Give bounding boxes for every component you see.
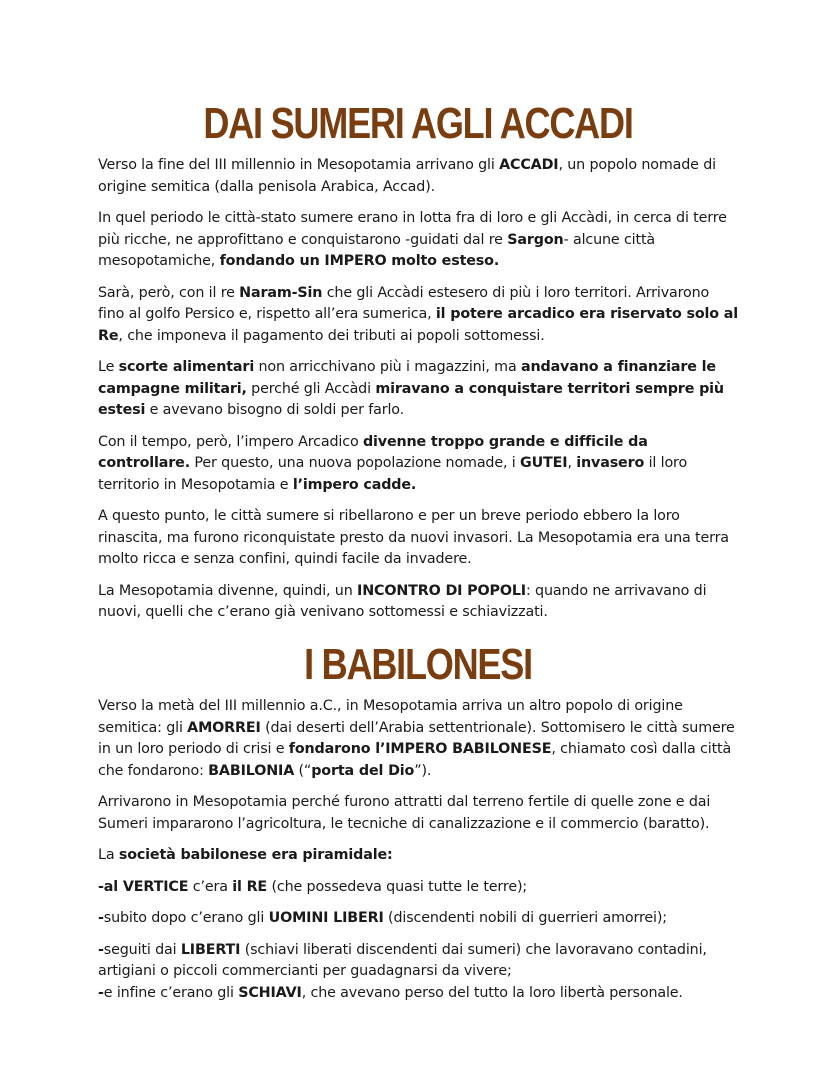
paragraph: La Mesopotamia divenne, quindi, un INCONTRO DI POPOLI: quando ne arrivavano di nuovi, quelli che c’erano già venivano sottomessi e schiavizzati.	[98, 582, 707, 620]
paragraph: Con il tempo, però, l’impero Arcadico divenne troppo grande e difficile da controllare. Per questo, una nuova popolazione nomade, i GUTEI, invasero il loro territorio in Mesopotamia e l’impero cadde.	[98, 433, 688, 493]
paragraph: Le scorte alimentari non arricchivano più i magazzini, ma andavano a finanziare le campagne militari, perché gli Accàdi miravano a conquistare territori sempre più estesi e avevano bisogno di soldi per farlo.	[98, 359, 724, 418]
list-item: -al VERTICE c’era il RE (che possedeva quasi tutte le terre);	[98, 878, 528, 895]
section-title-babilonesi: I BABILONESI	[304, 640, 532, 689]
paragraph: Arrivarono in Mesopotamia perché furono attratti dal terreno fertile di quelle zone e dai Sumeri impararono l’agricoltura, le tecniche di canalizzazione e il commercio (baratto).	[98, 794, 711, 832]
paragraph: Sarà, però, con il re Naram-Sin che gli Accàdi estesero di più i loro territori. Arrivarono fino al golfo Persico e, rispetto all’era sumerica, il potere arcadico era riservato solo al Re, che imponeva il pagamento dei tributi ai popoli sottomessi.	[98, 284, 738, 344]
list-item: -e infine c’erano gli SCHIAVI, che avevano perso del tutto la loro libertà personale.	[98, 984, 683, 1001]
list-item: -seguiti dai LIBERTI (schiavi liberati discendenti dai sumeri) che lavoravano contadini, artigiani o piccoli commercianti per guadagnarsi da vivere;	[98, 941, 707, 979]
section-babilonesi	[98, 696, 738, 1014]
paragraph: A questo punto, le città sumere si ribellarono e per un breve periodo ebbero la loro rinascita, ma furono riconquistate presto da nuovi invasori. La Mesopotamia era una terra molto ricca e senza confini, quindi facile da invadere.	[98, 508, 729, 567]
paragraph: La società babilonese era piramidale:	[98, 847, 393, 863]
section-accadi	[98, 155, 738, 634]
paragraph: In quel periodo le città-stato sumere erano in lotta fra di loro e gli Accàdi, in cerca di terre più ricche, ne approfittano e conquistarono -guidati dal re Sargon- alcune città mesopotamiche, fondando un IMPERO molto esteso.	[98, 210, 727, 269]
paragraph: Verso la fine del III millennio in Mesopotamia arrivano gli ACCADI, un popolo nomade di origine semitica (dalla penisola Arabica, Accad).	[98, 157, 716, 195]
list-item: -subito dopo c’erano gli UOMINI LIBERI (discendenti nobili di guerrieri amorrei);	[98, 910, 667, 926]
paragraph: Verso la metà del III millennio a.C., in Mesopotamia arriva un altro popolo di origine semitica: gli AMORREI (dai deserti dell’Arabia settentrionale). Sottomisero le città sumere in un loro periodo di crisi e fondarono l’IMPERO BABILONESE, chiamato così dalla città che fondarono: BABILONIA (“porta del Dio”).	[98, 698, 735, 779]
section-title-accadi: DAI SUMERI AGLI ACCADI	[203, 99, 633, 148]
